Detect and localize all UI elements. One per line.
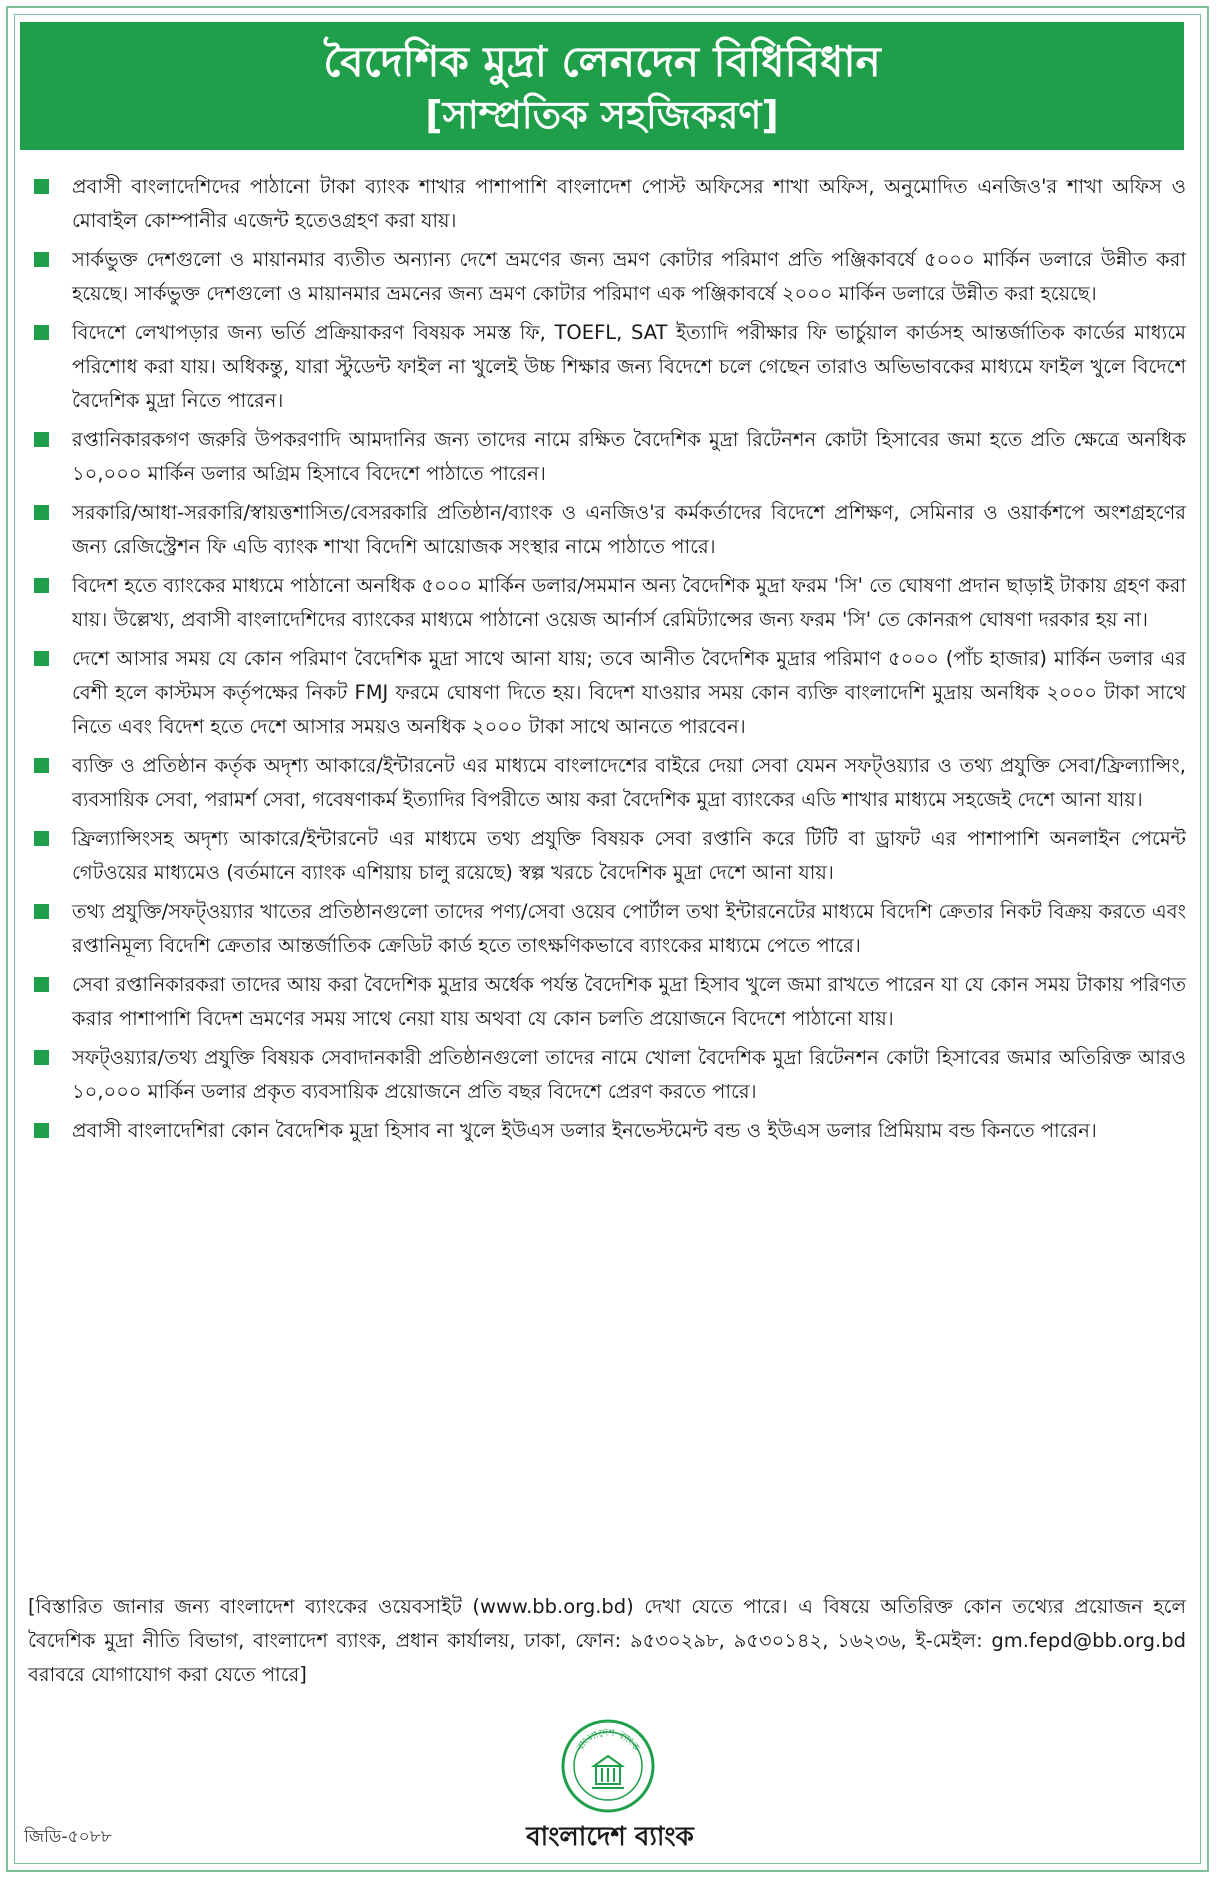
list-item bbox=[28, 243, 1186, 311]
square-bullet-icon bbox=[34, 1050, 49, 1065]
page-subtitle: [সাম্প্রতিক সহজিকরণ] bbox=[425, 93, 779, 137]
square-bullet-icon bbox=[34, 325, 49, 340]
list-item bbox=[28, 895, 1186, 963]
list-item bbox=[28, 170, 1186, 238]
list-item bbox=[28, 1041, 1186, 1109]
list-item-text: প্রবাসী বাংলাদেশিদের পাঠানো টাকা ব্যাংক শাখার পাশাপাশি বাংলাদেশ পোস্ট অফিসের শাখা অফিস, অনুমোদিত এনজিও'র শাখা অফিস ও মোবাইল কোম্পানীর এজেন্ট হতেওগ্রহণ করা যায়। bbox=[72, 175, 1186, 232]
page-title: বৈদেশিক মুদ্রা লেনদেন বিধিবিধান bbox=[323, 37, 881, 86]
bank-name: বাংলাদেশ ব্যাংক bbox=[526, 1822, 694, 1852]
seal-text: বাংলাদেশ ব্যাংক bbox=[575, 1727, 642, 1754]
square-bullet-icon bbox=[34, 758, 49, 773]
list-item bbox=[28, 569, 1186, 637]
square-bullet-icon bbox=[34, 179, 49, 194]
list-item bbox=[28, 642, 1186, 744]
list-item-text: প্রবাসী বাংলাদেশিরা কোন বৈদেশিক মুদ্রা হিসাব না খুলে ইউএস ডলার ইনভেস্টমেন্ট বন্ড ও ইউএস ডলার প্রিমিয়াম বন্ড কিনতে পারেন। bbox=[72, 1119, 1097, 1142]
square-bullet-icon bbox=[34, 1123, 49, 1138]
list-item bbox=[28, 749, 1186, 817]
list-item-text: দেশে আসার সময় যে কোন পরিমাণ বৈদেশিক মুদ্রা সাথে আনা যায়; তবে আনীত বৈদেশিক মুদ্রার পরিমাণ ৫০০০ (পাঁচ হাজার) মার্কিন ডলার এর বেশী হলে কাস্টমস কর্তৃপক্ষের নিকট FMJ ফরমে ঘোষণা দিতে হয়। বিদেশ যাওয়ার সময় কোন ব্যক্তি বাংলাদেশি মুদ্রায় অনধিক ২০০০ টাকা সাথে নিতে এবং বিদেশ হতে দেশে আসার সময়ও অনধিক ২০০০ টাকা সাথে আনতে পারবেন। bbox=[72, 647, 1186, 738]
square-bullet-icon bbox=[34, 904, 49, 919]
list-item-text: বিদেশ হতে ব্যাংকের মাধ্যমে পাঠানো অনধিক ৫০০০ মার্কিন ডলার/সমমান অন্য বৈদেশিক মুদ্রা ফরম 'সি' তে ঘোষণা প্রদান ছাড়াই টাকায় গ্রহণ করা যায়। উল্লেখ্য, প্রবাসী বাংলাদেশিদের ব্যাংকের মাধ্যমে পাঠানো ওয়েজ আর্নার্স রেমিট্যান্সের জন্য ফরম 'সি' তে কোনরূপ ঘোষণা দরকার হয় না। bbox=[72, 574, 1186, 631]
list-item bbox=[28, 496, 1186, 564]
list-item bbox=[28, 822, 1186, 890]
square-bullet-icon bbox=[34, 505, 49, 520]
square-bullet-icon bbox=[34, 432, 49, 447]
square-bullet-icon bbox=[34, 831, 49, 846]
square-bullet-icon bbox=[34, 252, 49, 267]
list-item bbox=[28, 423, 1186, 491]
bank-seal-icon bbox=[560, 1718, 656, 1814]
square-bullet-icon bbox=[34, 651, 49, 666]
list-item-text: ব্যক্তি ও প্রতিষ্ঠান কর্তৃক অদৃশ্য আকারে/ইন্টারনেট এর মাধ্যমে বাংলাদেশের বাইরে দেয়া সেবা যেমন সফট্ওয়্যার ও তথ্য প্রযুক্তি সেবা/ফ্রিল্যান্সিং, ব্যবসায়িক সেবা, পরামর্শ সেবা, গবেষণাকর্ম ইত্যাদির বিপরীতে আয় করা বৈদেশিক মুদ্রা ব্যাংকের এডি শাখার মাধ্যমে সহজেই দেশে আনা যায়। bbox=[72, 754, 1186, 811]
list-item-text: সেবা রপ্তানিকারকরা তাদের আয় করা বৈদেশিক মুদ্রার অর্ধেক পর্যন্ত বৈদেশিক মুদ্রা হিসাব খুলে জমা রাখতে পারেন যা যে কোন সময় টাকায় পরিণত করার পাশাপাশি বিদেশ ভ্রমণের সময় সাথে নেয়া যায় অথবা যে কোন চলতি প্রয়োজনে বিদেশে পাঠানো যায়। bbox=[72, 973, 1186, 1030]
list-item bbox=[28, 316, 1186, 418]
list-item-text: বিদেশে লেখাপড়ার জন্য ভর্তি প্রক্রিয়াকরণ বিষয়ক সমস্ত ফি, TOEFL, SAT ইত্যাদি পরীক্ষার ফি ভার্চুয়াল কার্ডসহ আন্তর্জাতিক কার্ডের মাধ্যমে পরিশোধ করা যায়। অধিকন্তু, যারা স্টুডেন্ট ফাইল না খুলেই উচ্চ শিক্ষার জন্য বিদেশে চলে গেছেন তারাও অভিভাবকের মাধ্যমে ফাইল খুলে বিদেশে বৈদেশিক মুদ্রা নিতে পারেন। bbox=[72, 321, 1186, 412]
list-item-text: সরকারি/আধা-সরকারি/স্বায়ত্তশাসিত/বেসরকারি প্রতিষ্ঠান/ব্যাংক ও এনজিও'র কর্মকর্তাদের বিদেশে প্রশিক্ষণ, সেমিনার ও ওয়ার্কশপে অংশগ্রহণের জন্য রেজিস্ট্রেশন ফি এডি ব্যাংক শাখা বিদেশি আয়োজক সংস্থার নামে পাঠাতে পারে। bbox=[72, 501, 1186, 558]
list-item-text: তথ্য প্রযুক্তি/সফট্ওয়্যার খাতের প্রতিষ্ঠানগুলো তাদের পণ্য/সেবা ওয়েব পোর্টাল তথা ইন্টারনেটের মাধ্যমে বিদেশি ক্রেতার নিকট বিক্রয় করতে এবং রপ্তানিমূল্য বিদেশি ক্রেতার আন্তর্জাতিক ক্রেডিট কার্ড হতে তাৎক্ষণিকভাবে ব্যাংকের মাধ্যমে পেতে পারে। bbox=[72, 900, 1186, 957]
reference-code: জিডি-৫০৮৮ bbox=[24, 1827, 112, 1847]
list-item-text: সার্কভুক্ত দেশগুলো ও মায়ানমার ব্যতীত অন্যান্য দেশে ভ্রমণের জন্য ভ্রমণ কোটার পরিমাণ প্রতি পঞ্জিকাবর্ষে ৫০০০ মার্কিন ডলারে উন্নীত করা হয়েছে। সার্কভুক্ত দেশগুলো ও মায়ানমার ভ্রমনের জন্য ভ্রমণ কোটার পরিমাণ এক পঞ্জিকাবর্ষে ২০০০ মার্কিন ডলারে উন্নীত করা হয়েছে। bbox=[72, 248, 1186, 305]
list-item-text: ফ্রিল্যান্সিংসহ অদৃশ্য আকারে/ইন্টারনেট এর মাধ্যমে তথ্য প্রযুক্তি বিষয়ক সেবা রপ্তানি করে টিটি বা ড্রাফট এর পাশাপাশি অনলাইন পেমেন্ট গেটওয়ের মাধ্যমেও (বর্তমানে ব্যাংক এশিয়ায় চালু রয়েছে) স্বল্প খরচে বৈদেশিক মুদ্রা দেশে আনা যায়। bbox=[72, 827, 1186, 884]
list-item-text: সফট্ওয়্যার/তথ্য প্রযুক্তি বিষয়ক সেবাদানকারী প্রতিষ্ঠানগুলো তাদের নামে খোলা বৈদেশিক মুদ্রা রিটেনশন কোটা হিসাবের জমার অতিরিক্ত আরও ১০,০০০ মার্কিন ডলার প্রকৃত ব্যবসায়িক প্রয়োজনে প্রতি বছর বিদেশে প্রেরণ করতে পারে। bbox=[72, 1046, 1186, 1103]
list-item-text: রপ্তানিকারকগণ জরুরি উপকরণাদি আমদানির জন্য তাদের নামে রক্ষিত বৈদেশিক মুদ্রা রিটেনশন কোটা হিসাবের জমা হতে প্রতি ক্ষেত্রে অনধিক ১০,০০০ মার্কিন ডলার অগ্রিম হিসাবে বিদেশে পাঠাতে পারেন। bbox=[72, 428, 1186, 485]
list-item bbox=[28, 1114, 1186, 1148]
regulation-list bbox=[28, 170, 1186, 1153]
title-banner bbox=[20, 22, 1184, 150]
contact-note: [বিস্তারিত জানার জন্য বাংলাদেশ ব্যাংকের ওয়েবসাইট (www.bb.org.bd) দেখা যেতে পারে। এ বিষয়ে অতিরিক্ত কোন তথ্যের প্রয়োজন হলে বৈদেশিক মুদ্রা নীতি বিভাগ, বাংলাদেশ ব্যাংক, প্রধান কার্যালয়, ঢাকা, ফোন: ৯৫৩০২৯৮, ৯৫৩০১৪২, ১৬২৩৬, ই-মেইল: gm.fepd@bb.org.bd বরাবরে যোগাযোগ করা যেতে পারে] bbox=[28, 1595, 1186, 1686]
square-bullet-icon bbox=[34, 977, 49, 992]
square-bullet-icon bbox=[34, 578, 49, 593]
list-item bbox=[28, 968, 1186, 1036]
